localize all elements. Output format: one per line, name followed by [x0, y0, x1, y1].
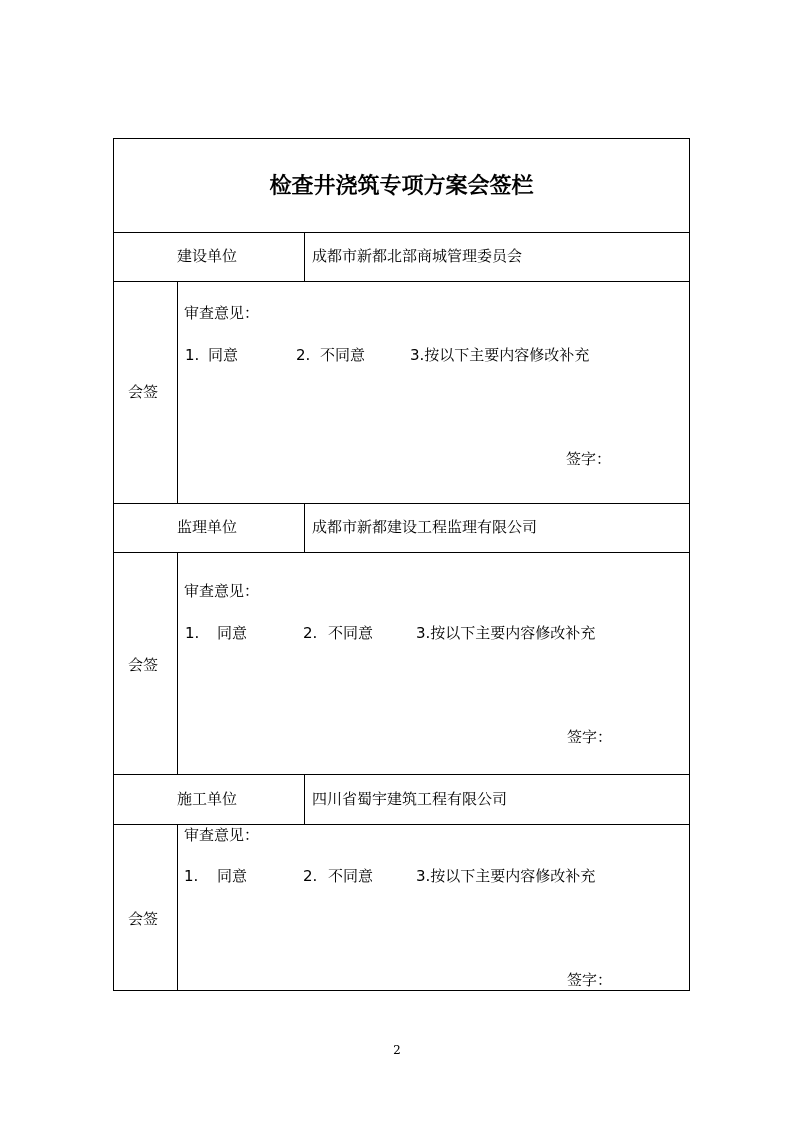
unit-label-supervision: 监理单位: [177, 518, 238, 536]
row-divider: [113, 824, 690, 825]
option-1-text: 同意: [217, 624, 248, 642]
option-2-number: 2.: [303, 867, 318, 885]
option-2-text: 不同意: [328, 867, 374, 885]
col-divider: [177, 824, 178, 991]
signature-label: 签字：: [567, 728, 613, 746]
sign-label: 会签: [128, 383, 159, 401]
option-1-text: 同意: [217, 867, 248, 885]
signoff-table: [113, 138, 690, 991]
col-divider: [177, 281, 178, 503]
option-2-text: 不同意: [320, 346, 366, 364]
option-3-text: 3.按以下主要内容修改补充: [416, 867, 596, 885]
unit-label-construction: 建设单位: [177, 247, 238, 265]
row-divider: [113, 552, 690, 553]
page-title: 检查井浇筑专项方案会签栏: [269, 173, 534, 199]
option-1-number: 1.: [184, 867, 199, 885]
unit-label-contractor: 施工单位: [177, 790, 238, 808]
sign-label: 会签: [128, 910, 159, 928]
option-1-number: 1.: [185, 346, 200, 364]
row-divider: [113, 503, 690, 504]
option-1-text: 同意: [208, 346, 239, 364]
opinion-label: 审查意见：: [184, 826, 260, 844]
option-2-number: 2.: [303, 624, 318, 642]
opinion-label: 审查意见：: [184, 304, 260, 322]
col-divider: [304, 503, 305, 552]
signature-label: 签字：: [567, 971, 613, 989]
col-divider: [304, 774, 305, 824]
table-border: [113, 138, 690, 991]
row-divider: [113, 281, 690, 282]
col-divider: [304, 232, 305, 281]
unit-name-contractor: 四川省蜀宇建筑工程有限公司: [312, 790, 508, 808]
option-2-text: 不同意: [328, 624, 374, 642]
unit-name-construction: 成都市新都北部商城管理委员会: [312, 247, 523, 265]
row-divider: [113, 774, 690, 775]
unit-name-supervision: 成都市新都建设工程监理有限公司: [312, 518, 538, 536]
option-3-text: 3.按以下主要内容修改补充: [410, 346, 590, 364]
signature-label: 签字：: [566, 450, 612, 468]
row-divider: [113, 232, 690, 233]
option-1-number: 1.: [185, 624, 200, 642]
sign-label: 会签: [128, 656, 159, 674]
opinion-label: 审查意见：: [184, 582, 260, 600]
option-3-text: 3.按以下主要内容修改补充: [416, 624, 596, 642]
col-divider: [177, 552, 178, 774]
page-number: 2: [393, 1043, 401, 1057]
option-2-number: 2.: [296, 346, 311, 364]
